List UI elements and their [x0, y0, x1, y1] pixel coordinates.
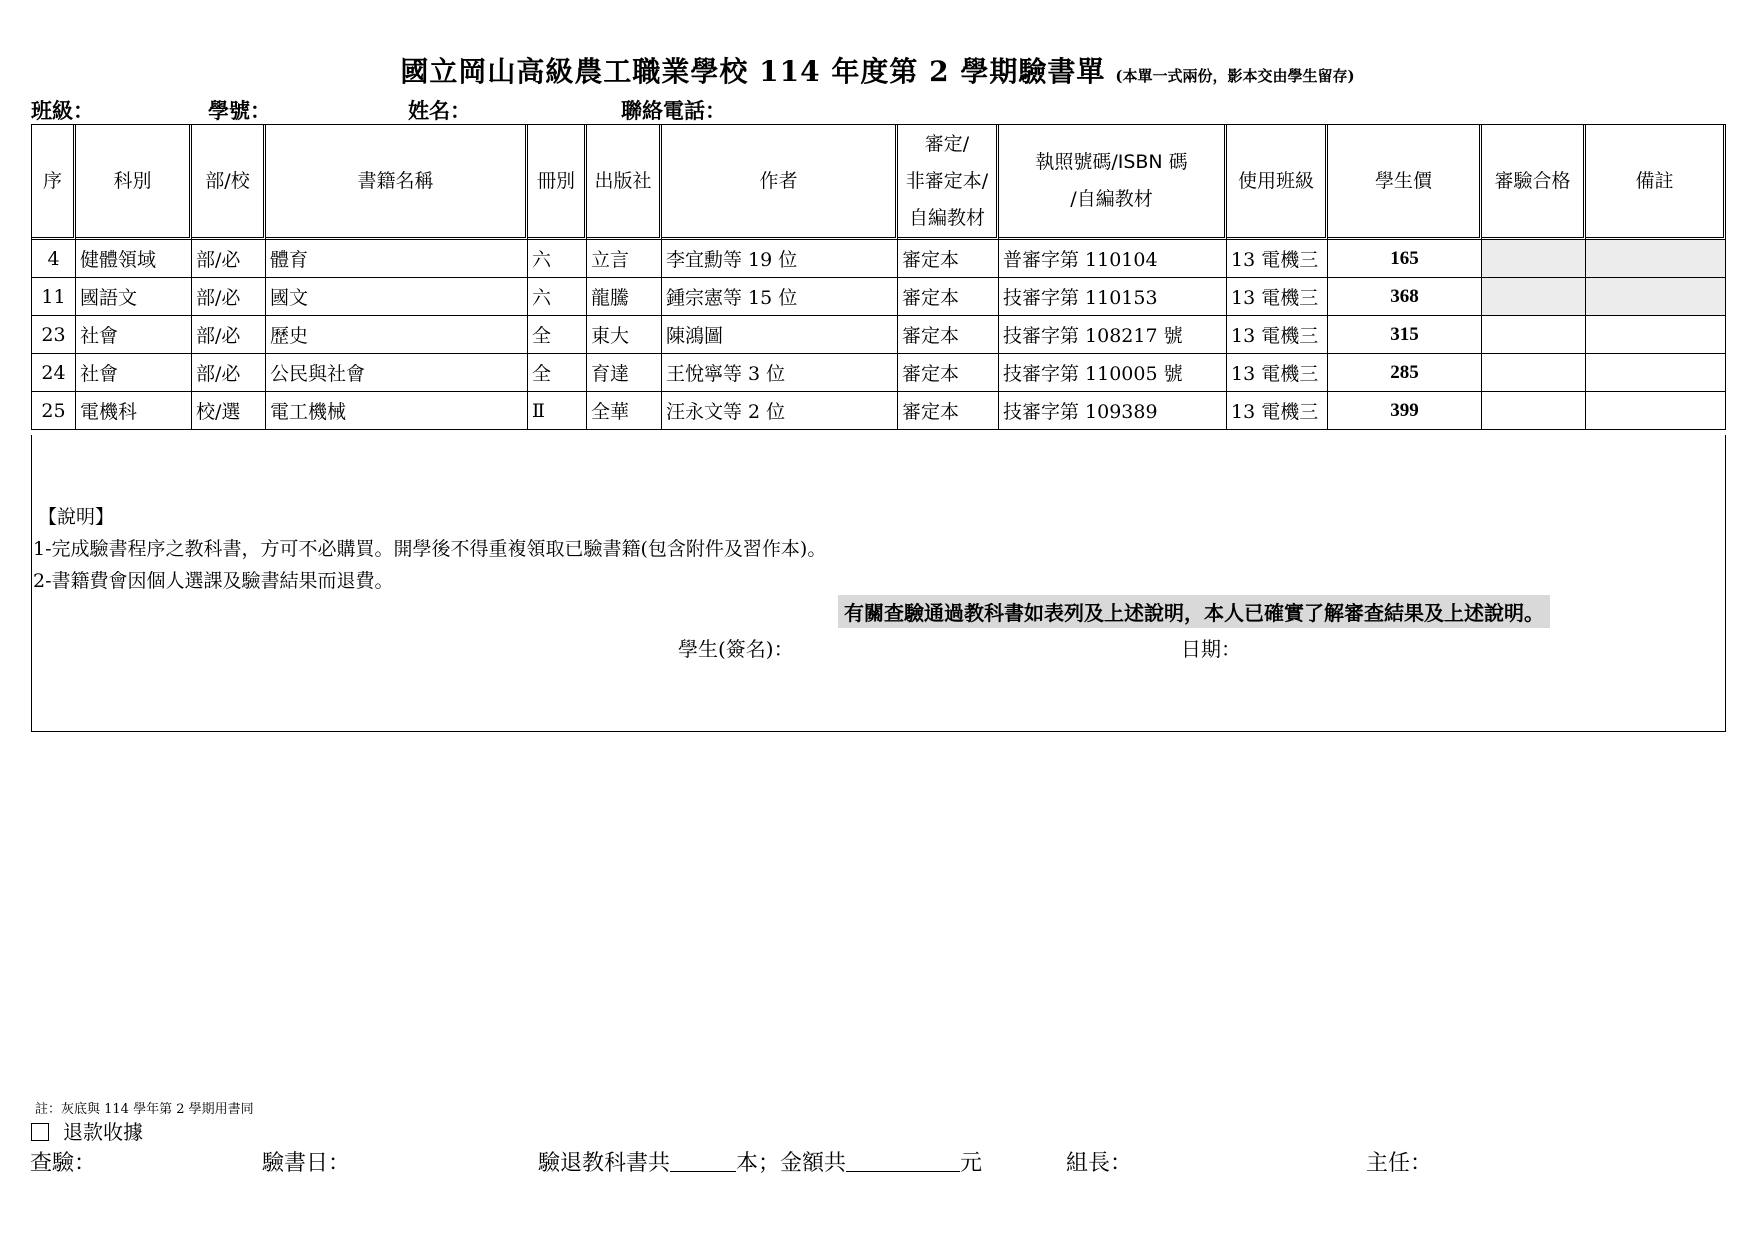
leader-label: 組長：: [1066, 1151, 1133, 1176]
header-seq: 序: [32, 125, 76, 240]
header-review-line1: 審定/: [924, 132, 970, 155]
header-license: [999, 125, 1227, 240]
cell-license: 技審字第 109389: [999, 392, 1227, 430]
cell-dept: 部/必: [192, 354, 266, 392]
table-row: [32, 240, 1726, 278]
date-label: 日期：: [1181, 637, 1241, 661]
cell-seq: 24: [32, 354, 76, 392]
header-review-line3: 自編教材: [908, 206, 985, 229]
header-author: 作者: [662, 125, 898, 240]
student-id-label: 學號：: [208, 98, 271, 123]
cell-author: 汪永文等 2 位: [662, 392, 898, 430]
cell-book: 國文: [266, 278, 528, 316]
cell-license: 技審字第 110153: [999, 278, 1227, 316]
cell-subject: 國語文: [76, 278, 192, 316]
cell-volume: 六: [528, 240, 587, 278]
cell-author: 鍾宗憲等 15 位: [662, 278, 898, 316]
header-publisher: 出版社: [587, 125, 662, 240]
name-label: 姓名：: [408, 98, 471, 123]
header-review: [898, 125, 999, 240]
cell-author: 王悅寧等 3 位: [662, 354, 898, 392]
cell-review: 審定本: [898, 354, 999, 392]
cell-dept: 校/選: [192, 392, 266, 430]
cell-license: 技審字第 110005 號: [999, 354, 1227, 392]
cell-dept: 部/必: [192, 316, 266, 354]
cell-remark: [1586, 392, 1726, 430]
book-table: [31, 124, 1726, 430]
cell-license: 普審字第 110104: [999, 240, 1227, 278]
cell-remark: [1586, 316, 1726, 354]
cell-class: 13 電機三: [1227, 278, 1328, 316]
header-dept: 部/校: [192, 125, 266, 240]
table-row: [32, 278, 1726, 316]
page-title: [0, 50, 1755, 90]
cell-volume: 六: [528, 278, 587, 316]
cell-volume: Ⅱ: [528, 392, 587, 430]
cell-price: 285: [1328, 354, 1482, 392]
cell-review: 審定本: [898, 240, 999, 278]
header-remark: 備註: [1586, 125, 1726, 240]
cell-volume: 全: [528, 316, 587, 354]
cell-pass: [1482, 278, 1586, 316]
class-label: 班級：: [31, 98, 94, 123]
check-date-label: 驗書日：: [262, 1151, 351, 1176]
director-label: 主任：: [1366, 1151, 1433, 1176]
cell-pass: [1482, 392, 1586, 430]
student-signature-label: 學生(簽名)：: [678, 637, 794, 661]
cell-publisher: 育達: [587, 354, 662, 392]
cell-publisher: 立言: [587, 240, 662, 278]
cell-class: 13 電機三: [1227, 392, 1328, 430]
cell-price: 315: [1328, 316, 1482, 354]
header-class: 使用班級: [1227, 125, 1328, 240]
return-amount-blank[interactable]: [846, 1151, 960, 1172]
table-header-row: [32, 125, 1726, 240]
cell-license: 技審字第 108217 號: [999, 316, 1227, 354]
cell-seq: 25: [32, 392, 76, 430]
cell-seq: 4: [32, 240, 76, 278]
cell-publisher: 全華: [587, 392, 662, 430]
cell-class: 13 電機三: [1227, 316, 1328, 354]
cell-dept: 部/必: [192, 278, 266, 316]
cell-price: 165: [1328, 240, 1482, 278]
cell-price: 399: [1328, 392, 1482, 430]
footer-note: 註：灰底與 114 學年第 2 學期用書同: [35, 1102, 254, 1117]
cell-subject: 社會: [76, 354, 192, 392]
return-prefix: 驗退教科書共: [538, 1151, 671, 1176]
cell-class: 13 電機三: [1227, 354, 1328, 392]
title-note: (本單一式兩份，影本交由學生留存): [1115, 67, 1355, 85]
cell-author: 陳鴻圖: [662, 316, 898, 354]
cell-publisher: 東大: [587, 316, 662, 354]
title-text: 國立岡山高級農工職業學校 114 年度第 2 學期驗書單: [400, 55, 1106, 88]
cell-dept: 部/必: [192, 240, 266, 278]
cell-book: 體育: [266, 240, 528, 278]
notes-heading: 【說明】: [38, 506, 115, 528]
return-summary: [538, 1146, 982, 1177]
return-count-blank[interactable]: [670, 1151, 736, 1172]
header-license-line2: /自編教材: [1070, 188, 1153, 210]
header-pass: 審驗合格: [1482, 125, 1586, 240]
table-body: [32, 240, 1726, 430]
cell-book: 電工機械: [266, 392, 528, 430]
cell-subject: 健體領域: [76, 240, 192, 278]
cell-class: 13 電機三: [1227, 240, 1328, 278]
confirm-statement: 有關查驗通過教科書如表列及上述說明，本人已確實了解審查結果及上述說明。: [838, 595, 1550, 628]
header-volume: 冊別: [528, 125, 587, 240]
cell-publisher: 龍騰: [587, 278, 662, 316]
header-subject: 科別: [76, 125, 192, 240]
check-label: 查驗：: [30, 1151, 97, 1176]
table-row: [32, 354, 1726, 392]
cell-review: 審定本: [898, 392, 999, 430]
refund-receipt: [31, 1116, 143, 1145]
refund-checkbox[interactable]: [31, 1123, 49, 1141]
cell-pass: [1482, 354, 1586, 392]
header-license-line1: 執照號碼/ISBN 碼: [1035, 151, 1188, 173]
cell-subject: 電機科: [76, 392, 192, 430]
phone-label: 聯絡電話：: [621, 98, 726, 123]
cell-review: 審定本: [898, 278, 999, 316]
cell-remark: [1586, 354, 1726, 392]
cell-subject: 社會: [76, 316, 192, 354]
return-unit: 本；金額共: [736, 1151, 847, 1176]
refund-label: 退款收據: [63, 1120, 143, 1144]
cell-book: 公民與社會: [266, 354, 528, 392]
cell-book: 歷史: [266, 316, 528, 354]
header-review-line2: 非審定本/: [905, 169, 989, 192]
cell-remark: [1586, 278, 1726, 316]
notes-line-2: 2-書籍費會因個人選課及驗書結果而退費。: [33, 570, 394, 592]
header-book: 書籍名稱: [266, 125, 528, 240]
table-row: [32, 316, 1726, 354]
return-currency: 元: [960, 1151, 983, 1176]
cell-author: 李宜勳等 19 位: [662, 240, 898, 278]
cell-pass: [1482, 316, 1586, 354]
cell-remark: [1586, 240, 1726, 278]
cell-review: 審定本: [898, 316, 999, 354]
cell-pass: [1482, 240, 1586, 278]
cell-seq: 11: [32, 278, 76, 316]
table-row: [32, 392, 1726, 430]
cell-volume: 全: [528, 354, 587, 392]
cell-seq: 23: [32, 316, 76, 354]
notes-line-1: 1-完成驗書程序之教科書，方可不必購買。開學後不得重複領取已驗書籍(包含附件及習作本)。: [33, 538, 827, 560]
cell-price: 368: [1328, 278, 1482, 316]
header-price: 學生價: [1328, 125, 1482, 240]
